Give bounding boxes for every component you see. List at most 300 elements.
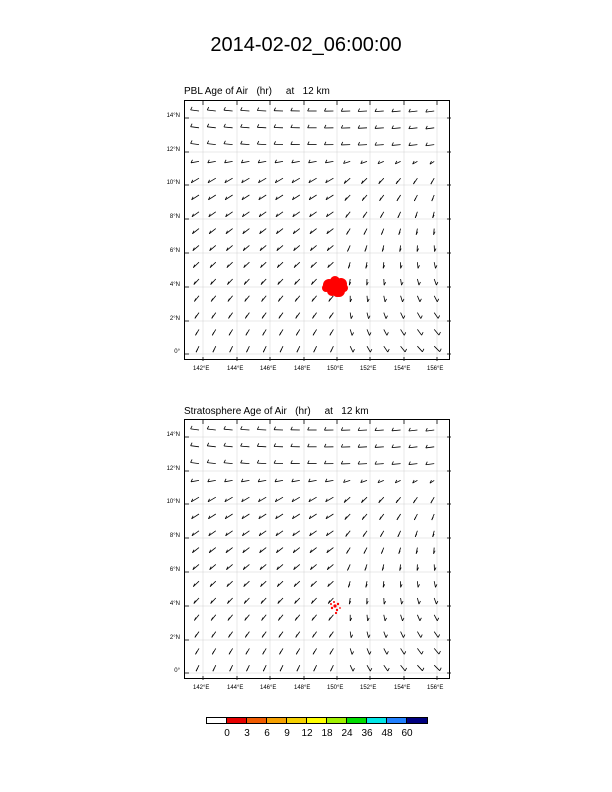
wind-barb — [263, 665, 266, 671]
wind-barb — [295, 598, 300, 604]
wind-barb — [225, 514, 232, 519]
wind-barb — [262, 296, 267, 302]
wind-barb — [308, 427, 317, 430]
wind-barb — [226, 212, 233, 217]
wind-barb — [194, 279, 199, 285]
wind-barb — [416, 229, 418, 235]
wind-barb — [226, 548, 233, 553]
wind-barb — [433, 212, 435, 218]
wind-barb — [274, 443, 283, 446]
colorbar-swatch — [207, 718, 227, 723]
x-tick-label: 156°E — [427, 685, 444, 691]
wind-barb — [375, 142, 384, 145]
wind-barb — [367, 329, 371, 335]
wind-barb — [241, 141, 250, 145]
wind-barb — [434, 548, 436, 554]
wind-barb — [192, 195, 199, 200]
wind-barb — [212, 313, 216, 319]
wind-barb — [291, 141, 300, 144]
wind-barb — [327, 548, 334, 553]
wind-barb — [378, 480, 384, 483]
wind-barb — [213, 346, 216, 352]
x-tick-label: 154°E — [394, 366, 411, 372]
wind-barb — [327, 245, 333, 250]
wind-barb — [399, 548, 401, 554]
wind-barb — [417, 581, 419, 587]
wind-barb — [280, 665, 283, 671]
wind-barb — [362, 514, 367, 520]
x-tick-label: 146°E — [260, 366, 277, 372]
wind-barb — [291, 460, 300, 463]
wind-barb — [367, 648, 371, 654]
wind-barb — [257, 460, 266, 463]
wind-barb — [246, 665, 249, 671]
wind-barb — [392, 142, 401, 145]
wind-barb — [312, 296, 317, 302]
wind-barb — [224, 460, 233, 464]
wind-barb — [209, 531, 216, 536]
wind-barb — [211, 296, 216, 302]
wind-barb — [244, 279, 249, 285]
wind-barb — [230, 665, 233, 671]
wind-barb — [345, 514, 350, 520]
wind-barb — [401, 329, 406, 335]
wind-barb — [366, 262, 368, 268]
wind-barb — [295, 615, 300, 621]
wind-barb — [211, 598, 216, 604]
wind-barb — [195, 632, 199, 638]
wind-barb — [344, 480, 351, 483]
wind-barb — [227, 262, 233, 267]
wind-barb — [381, 548, 383, 554]
wind-barb — [392, 461, 401, 464]
wind-barb — [384, 279, 386, 285]
wind-barb — [275, 497, 283, 502]
x-tick-label: 154°E — [394, 685, 411, 691]
wind-barb — [226, 229, 233, 234]
wind-barb — [434, 648, 440, 654]
colorbar-swatch — [287, 718, 307, 723]
wind-barb — [401, 296, 404, 302]
wind-barb — [230, 346, 233, 352]
wind-barb — [194, 296, 199, 302]
wind-barb — [401, 665, 407, 671]
wind-barb — [207, 124, 216, 128]
wind-barb — [392, 109, 401, 112]
wind-barb — [409, 109, 418, 112]
wind-barb — [396, 178, 401, 184]
colorbar-swatch — [407, 718, 427, 723]
wind-barb — [392, 428, 401, 431]
wind-barb — [350, 313, 352, 319]
wind-barb — [330, 665, 333, 671]
wind-barb — [224, 141, 233, 145]
wind-barb — [417, 665, 424, 671]
wind-barb — [224, 107, 233, 111]
x-tick-label: 156°E — [427, 366, 444, 372]
wind-barb — [324, 461, 333, 464]
wind-barb — [324, 427, 333, 430]
wind-barb — [363, 531, 367, 537]
wind-barb — [364, 229, 367, 235]
wind-barb — [311, 262, 317, 267]
wind-barb — [191, 443, 199, 447]
wind-barb — [226, 564, 232, 569]
wind-barb — [276, 531, 283, 536]
wind-barb — [409, 126, 418, 129]
wind-barb — [294, 581, 300, 586]
wind-barb — [396, 497, 401, 503]
wind-barb — [417, 262, 419, 268]
wind-barb — [401, 262, 403, 268]
wind-barb — [434, 598, 438, 604]
wind-barb — [417, 564, 419, 570]
wind-barb — [367, 632, 370, 638]
wind-barb — [309, 195, 316, 200]
wind-barb — [308, 108, 317, 111]
wind-barb — [362, 195, 367, 201]
wind-barb — [399, 229, 401, 235]
wind-barb — [358, 142, 367, 145]
wind-barb — [347, 229, 351, 235]
wind-barb — [260, 548, 267, 553]
wind-barb — [347, 548, 351, 554]
wind-barb — [380, 212, 383, 218]
y-tick-label: 4°N — [169, 282, 180, 288]
wind-barb — [244, 598, 249, 604]
x-tick-label: 150°E — [327, 366, 344, 372]
wind-barb — [260, 229, 267, 234]
wind-barb — [295, 279, 300, 285]
wind-barb — [277, 262, 283, 267]
wind-barb — [257, 108, 266, 111]
wind-barb — [417, 296, 421, 302]
wind-barb — [276, 548, 283, 553]
wind-barb — [361, 178, 367, 183]
wind-barb — [350, 665, 354, 671]
wind-barb — [257, 141, 266, 144]
colorbar-swatch — [367, 718, 387, 723]
wind-barb — [364, 548, 367, 554]
wind-barb — [329, 313, 333, 319]
wind-barb — [210, 262, 216, 267]
wind-barb — [348, 262, 350, 268]
wind-barb — [278, 296, 283, 302]
wind-barb — [366, 581, 368, 587]
wind-barb — [346, 212, 351, 218]
wind-barb — [413, 178, 417, 184]
wind-barb — [401, 648, 406, 654]
wind-barb — [194, 598, 199, 604]
wind-barb — [280, 346, 283, 352]
wind-barb — [358, 108, 367, 111]
wind-barb — [392, 445, 401, 448]
wind-barb — [401, 615, 404, 621]
wind-barb — [432, 195, 434, 201]
wind-barb — [277, 564, 283, 569]
wind-barb — [327, 564, 333, 569]
wind-barb — [383, 262, 385, 268]
wind-barb — [243, 245, 249, 250]
wind-barb — [192, 229, 199, 234]
wind-barb — [329, 615, 334, 621]
wind-barb — [225, 195, 232, 200]
wind-barb — [310, 229, 317, 234]
x-tick-label: 146°E — [260, 685, 277, 691]
y-tick-label: 14°N — [166, 432, 180, 438]
wind-barb — [291, 427, 300, 430]
wind-barb — [341, 108, 350, 111]
wind-barb — [193, 245, 199, 250]
wind-barb — [293, 212, 300, 217]
wind-barb — [409, 143, 418, 146]
wind-barb — [210, 564, 216, 569]
x-tick-label: 144°E — [227, 685, 244, 691]
wind-barb — [344, 497, 350, 502]
wind-barb — [195, 313, 199, 319]
wind-barb — [263, 329, 267, 335]
y-tick-label: 12°N — [166, 466, 180, 472]
wind-barb — [430, 161, 434, 164]
wind-barb — [296, 632, 300, 638]
wind-barb — [401, 598, 403, 604]
wind-barb — [382, 564, 384, 570]
wind-barb — [375, 461, 384, 464]
y-tick-label: 8°N — [169, 533, 180, 539]
wind-barb — [294, 564, 300, 569]
wind-barb — [246, 648, 250, 654]
wind-barb — [434, 245, 436, 251]
wind-barb — [417, 648, 423, 654]
wind-barb — [426, 109, 434, 112]
wind-barb — [228, 615, 233, 621]
wind-barb — [313, 632, 317, 638]
wind-barb — [275, 160, 283, 163]
map-panel-stratosphere — [184, 419, 450, 679]
wind-barb — [207, 107, 216, 111]
wind-barb — [224, 426, 233, 430]
colorbar-label: 9 — [284, 728, 290, 739]
wind-barb — [213, 665, 216, 671]
wind-barb — [263, 648, 267, 654]
wind-barb — [278, 598, 283, 604]
wind-barb — [350, 329, 353, 335]
wind-barb — [193, 581, 199, 586]
wind-barb — [358, 461, 367, 464]
wind-barb — [207, 141, 216, 145]
wind-barb — [380, 195, 384, 201]
wind-barb — [224, 124, 233, 128]
wind-barb — [292, 195, 299, 200]
wind-barb — [192, 212, 199, 217]
wind-barb — [401, 632, 405, 638]
wind-barb — [434, 615, 439, 621]
wind-barb — [400, 564, 402, 570]
wind-barb — [326, 497, 334, 502]
wind-barb — [434, 329, 440, 335]
wind-barb — [327, 229, 334, 234]
wind-barb — [259, 514, 266, 519]
wind-barb — [243, 548, 250, 553]
wind-barb — [262, 615, 267, 621]
wind-barb — [243, 564, 249, 569]
wind-barb — [400, 245, 402, 251]
wind-barb — [375, 109, 384, 112]
wind-barb — [227, 279, 232, 285]
wind-barb — [279, 632, 283, 638]
wind-barb — [434, 581, 437, 587]
wind-barb — [291, 444, 300, 447]
wind-barb — [192, 514, 199, 519]
wind-barb — [382, 245, 384, 251]
colorbar-label: 48 — [381, 728, 393, 739]
plume-large — [322, 276, 348, 297]
colorbar-label: 60 — [401, 728, 413, 739]
wind-barb — [310, 245, 316, 250]
y-tick-label: 0° — [174, 668, 180, 674]
wind-barb — [192, 548, 199, 553]
wind-barb — [414, 514, 417, 520]
wind-barb — [347, 245, 350, 251]
wind-barb — [311, 581, 317, 586]
wind-barb — [296, 329, 300, 335]
wind-barb — [258, 178, 266, 183]
wind-barb — [297, 346, 300, 352]
y-tick-label: 10°N — [166, 180, 180, 186]
wind-barb — [361, 480, 367, 483]
wind-barb — [261, 581, 267, 586]
wind-barb — [309, 178, 317, 183]
wind-barb — [228, 296, 233, 302]
x-tick-label: 148°E — [294, 685, 311, 691]
wind-barb — [209, 212, 216, 217]
wind-barb — [242, 514, 249, 519]
wind-barb — [365, 245, 367, 251]
wind-barb — [241, 124, 250, 128]
wind-barb — [415, 531, 417, 537]
x-tick-label: 152°E — [360, 685, 377, 691]
wind-barb — [259, 212, 266, 217]
wind-barb — [330, 346, 333, 352]
wind-barb — [212, 632, 216, 638]
wind-barb — [381, 229, 383, 235]
wind-barb — [243, 229, 250, 234]
wind-barb — [341, 125, 350, 128]
colorbar-swatch — [267, 718, 287, 723]
wind-barb — [227, 598, 232, 604]
wind-barb — [310, 212, 317, 217]
wind-barb — [367, 598, 369, 604]
wind-barb — [242, 195, 249, 200]
wind-barb — [431, 178, 434, 184]
wind-barb — [257, 124, 266, 127]
wind-barb — [310, 564, 316, 569]
wind-barb — [380, 514, 384, 520]
wind-barb — [244, 262, 250, 267]
wind-barb — [398, 531, 401, 537]
wind-barb — [274, 108, 283, 111]
y-tick-label: 14°N — [166, 113, 180, 119]
wind-barb — [417, 313, 422, 319]
wind-barb — [414, 195, 417, 201]
wind-barb — [245, 632, 249, 638]
wind-barb — [211, 615, 216, 621]
wind-barb — [292, 178, 300, 183]
wind-barb — [358, 427, 367, 430]
wind-barb — [345, 195, 350, 201]
wind-barb — [292, 497, 300, 502]
wind-barb — [417, 615, 421, 621]
wind-barb — [277, 581, 283, 586]
wind-barb — [242, 178, 250, 183]
wind-barb — [341, 142, 350, 145]
wind-barb — [260, 564, 266, 569]
wind-barb — [276, 229, 283, 234]
wind-barb — [297, 665, 300, 671]
wind-barb — [275, 479, 283, 482]
wind-barb — [308, 444, 317, 447]
wind-barb — [258, 160, 266, 163]
wind-barb — [207, 443, 216, 447]
wind-barb — [310, 548, 317, 553]
wind-barb — [208, 195, 215, 200]
wind-barb — [350, 346, 354, 352]
wind-barb — [350, 296, 352, 302]
wind-barb — [401, 313, 405, 319]
wind-barb — [350, 615, 352, 621]
wind-barb — [358, 125, 367, 128]
wind-barb — [367, 296, 369, 302]
wind-barb — [191, 178, 199, 183]
wind-barb — [191, 497, 199, 502]
wind-barb — [328, 262, 334, 267]
wind-barb — [417, 245, 419, 251]
wind-barb — [344, 178, 350, 183]
wind-barb — [191, 426, 199, 430]
panel-2-title-line1: Stratosphere Age of Air (hr) at 12 km — [184, 406, 369, 417]
wind-barb — [193, 564, 199, 569]
y-tick-label: 12°N — [166, 147, 180, 153]
wind-barb — [229, 313, 233, 319]
y-tick-label: 0° — [174, 349, 180, 355]
wind-barb — [379, 178, 384, 184]
wind-barb — [324, 108, 333, 111]
wind-barb — [417, 279, 420, 285]
wind-barb — [293, 548, 300, 553]
x-tick-label: 142°E — [193, 685, 210, 691]
wind-barb — [348, 581, 350, 587]
wind-barb — [296, 648, 300, 654]
wind-barb — [397, 514, 401, 520]
wind-barb — [292, 479, 300, 482]
wind-barb — [434, 564, 436, 570]
wind-barb — [258, 479, 266, 482]
y-tick-label: 6°N — [169, 567, 180, 573]
wind-barb — [261, 598, 266, 604]
wind-barb — [276, 212, 283, 217]
colorbar-label: 12 — [301, 728, 313, 739]
wind-barb — [277, 245, 283, 250]
wind-barb — [229, 648, 233, 654]
colorbar-swatch — [247, 718, 267, 723]
wind-barb — [241, 160, 249, 163]
wind-barb — [328, 598, 333, 604]
wind-barb — [401, 581, 403, 587]
colorbar-label: 18 — [321, 728, 333, 739]
wind-barb — [295, 296, 300, 302]
wind-barb — [294, 245, 300, 250]
wind-barb — [242, 531, 249, 536]
